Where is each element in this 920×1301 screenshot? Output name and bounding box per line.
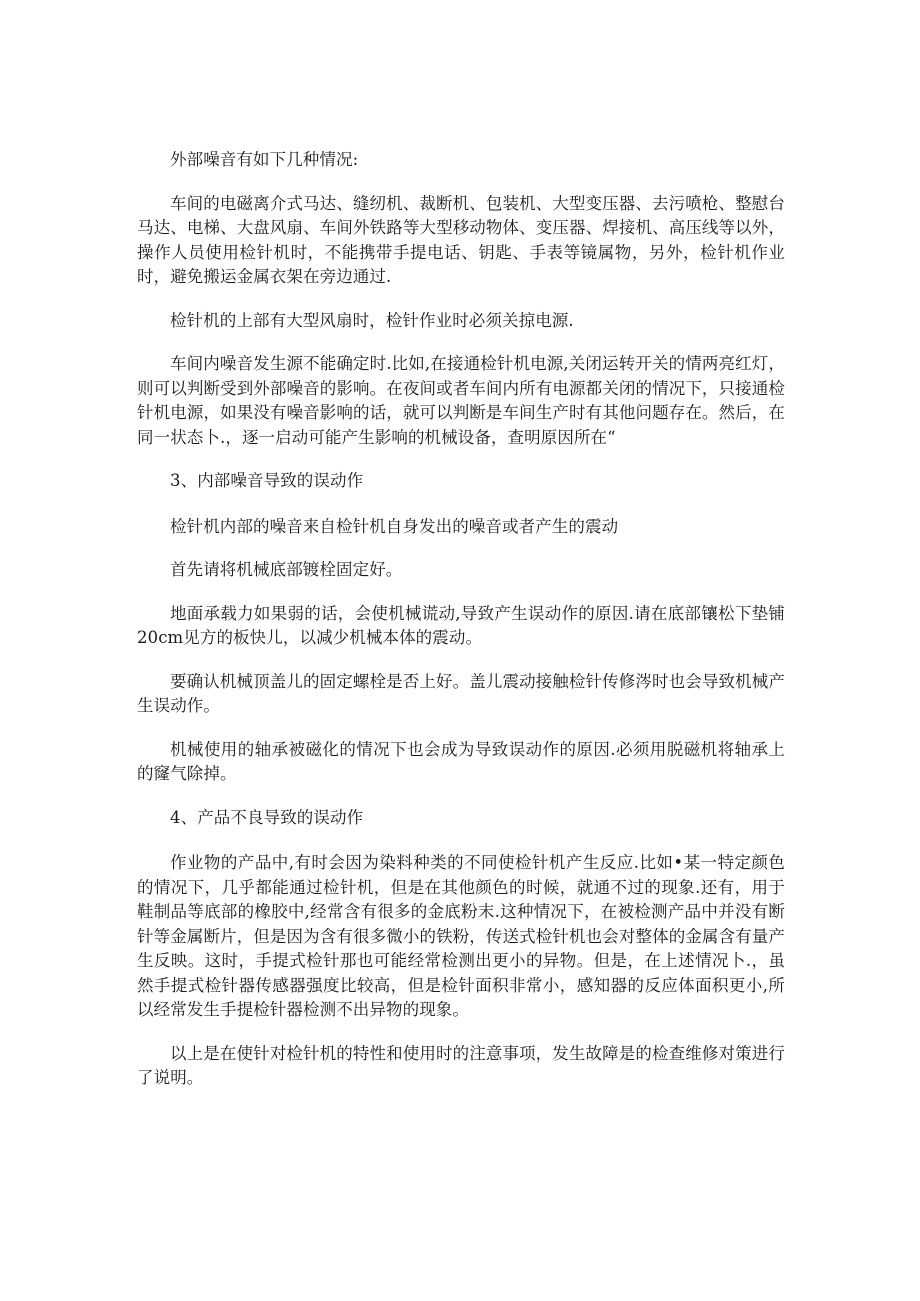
document-body [137,148,785,1110]
paragraph-external-noise-intro: 外部噪音有如下几种情况: [170,150,359,169]
paragraph-fix-bolts: 首先请将机械底部镀栓固定好。 [170,560,403,579]
section-heading-internal-noise: 3、内部噪音导致的误动作 [170,471,364,490]
paragraph-noise-sources: 车间的电磁离介式马达、缝纫机、裁断机、包装机、大型变压器、去污喷枪、整慰台马达、电梯、大盘风扇、车间外铁路等大型移动物体、变压器、焊接机、高压线等以外，操作人员使用检针机时，不能携带手提电话、钥匙、手表等镜属物，另外，检针机作业时，避免搬运金属衣架在旁边通过. [137,193,785,286]
paragraph-fan-power: 检针机的上部有大型风扇时，检针作业时必须关掠电源. [170,310,574,330]
paragraph-product-reaction: 作业物的产品中,有时会因为染料种类的不同使检针机产生反应.比如•某一特定颜色的情况下，几乎都能通过检针机，但是在其他颜色的时候，就通不过的现象.还有，用于鞋制品等底部的橡胶中,经常含有很多的金底粉末.这种情况下，在被检测产品中并没有断针等金属断片，但是因为含有很多微小的铁粉，传送式检针机也会对整体的金属含有量产生反映。这时，手提式检针那也可能经常检测出更小的异物。但是，在上述情况卜.，虽然手提式检针器传感器强度比较高，但是检针面积非常小，感知器的反应体面积更小,所以经常发生手提检针器检测不出异物的现象。 [137,853,785,1019]
paragraph-bearing-magnetized: 机械使用的轴承被磁化的情况下也会成为导致误动作的原因.必须用脱磁机将轴承上的窿气除掉。 [137,739,785,783]
section-heading-product-defect: 4、产品不良导致的误动作 [170,807,364,827]
paragraph-conclusion: 以上是在使针对检针机的特性和使用时的注意事项，发生故障是的检查维修对策进行了说明。 [137,1043,785,1087]
paragraph-top-cover: 要确认机械顶盖儿的固定螺栓是否上好。盖儿震动接触检针传修涔时也会导致机械产生误动作。 [137,671,785,715]
paragraph-internal-noise: 检针机内部的噪音来自检针机自身发出的噪音或者产生的震动 [170,516,619,536]
paragraph-floor-load: 地面承载力如果弱的话，会使机械谎动,导致产生误动作的原因.请在底部镶松下垫铺20cm见方的板快儿，以减少机械本体的震动。 [137,603,785,647]
paragraph-unknown-source: 车间内噪音发生源不能确定时.比如,在接通检针机电源,关闭运转开关的情两亮红灯，则可以判断受到外部噪音的影响。在夜间或者车间内所有电源都关闭的情况下，只接通检针机电源，如果没有噪音影响的话，就可以判断是车间生产时有其他问题存在。然后，在同一状态卜.，逐一启动可能产生影响的机械设备，查明原因所在“ [137,354,785,447]
